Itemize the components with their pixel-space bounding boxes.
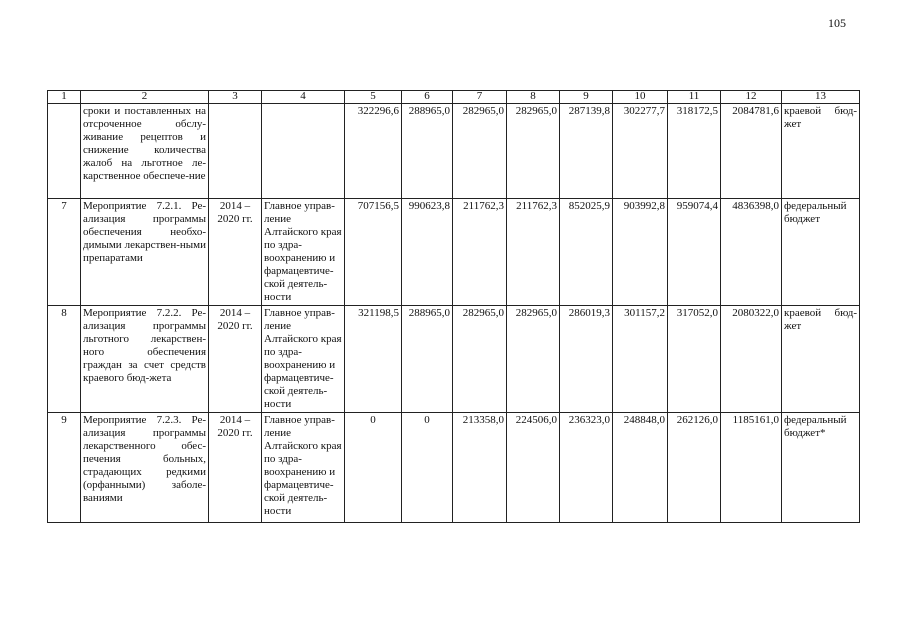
value-cell: 282965,0 [453, 306, 507, 413]
table-row [48, 104, 860, 199]
value-cell: 282965,0 [453, 104, 507, 199]
period-cell [209, 104, 262, 199]
period-cell: 2014 – 2020 гг. [209, 199, 262, 306]
executor-cell: Главное управ-ление Алтайского края по здра-воохранению и фармацевтиче-ской деятель-ности [262, 413, 345, 523]
value-cell: 211762,3 [507, 199, 560, 306]
table-row [48, 199, 860, 306]
row-number: 7 [48, 199, 81, 306]
value-cell: 852025,9 [560, 199, 613, 306]
column-header: 8 [507, 91, 560, 104]
column-header: 5 [345, 91, 402, 104]
value-cell: 321198,5 [345, 306, 402, 413]
value-cell: 0 [345, 413, 402, 523]
funding-source: федеральный бюджет [782, 199, 860, 306]
value-cell: 302277,7 [613, 104, 668, 199]
value-cell: 248848,0 [613, 413, 668, 523]
value-cell: 288965,0 [402, 104, 453, 199]
period-cell: 2014 – 2020 гг. [209, 413, 262, 523]
value-cell: 287139,8 [560, 104, 613, 199]
column-header: 1 [48, 91, 81, 104]
value-cell: 286019,3 [560, 306, 613, 413]
value-cell: 318172,5 [668, 104, 721, 199]
executor-cell: Главное управ-ление Алтайского края по здра-воохранению и фармацевтиче-ской деятель-ности [262, 306, 345, 413]
value-cell: 282965,0 [507, 104, 560, 199]
column-header: 11 [668, 91, 721, 104]
value-cell: 2084781,6 [721, 104, 782, 199]
row-number: 8 [48, 306, 81, 413]
value-cell: 4836398,0 [721, 199, 782, 306]
column-header: 7 [453, 91, 507, 104]
value-cell: 224506,0 [507, 413, 560, 523]
table-row [48, 306, 860, 413]
column-header: 4 [262, 91, 345, 104]
value-cell: 322296,6 [345, 104, 402, 199]
value-cell: 1185161,0 [721, 413, 782, 523]
column-header: 2 [81, 91, 209, 104]
page-number: 105 [828, 16, 846, 30]
activity-name: Мероприятие 7.2.3. Ре-ализация программы лекарственного обес-печения больных, страдающих редкими (орфанными) заболе-ваниями [81, 413, 209, 523]
activity-name: Мероприятие 7.2.1. Ре-ализация программы обеспечения необхо-димыми лекарствен-ными препаратами [81, 199, 209, 306]
column-header: 12 [721, 91, 782, 104]
table-row [48, 413, 860, 523]
column-header: 6 [402, 91, 453, 104]
column-header: 3 [209, 91, 262, 104]
funding-source: федеральный бюджет* [782, 413, 860, 523]
row-number [48, 104, 81, 199]
value-cell: 0 [402, 413, 453, 523]
value-cell: 2080322,0 [721, 306, 782, 413]
value-cell: 282965,0 [507, 306, 560, 413]
column-header: 10 [613, 91, 668, 104]
value-cell: 288965,0 [402, 306, 453, 413]
value-cell: 236323,0 [560, 413, 613, 523]
funding-source: краевой бюд-жет [782, 104, 860, 199]
column-header: 13 [782, 91, 860, 104]
value-cell: 707156,5 [345, 199, 402, 306]
budget-table [47, 90, 860, 523]
value-cell: 301157,2 [613, 306, 668, 413]
funding-source: краевой бюд-жет [782, 306, 860, 413]
header-row [48, 91, 860, 104]
value-cell: 262126,0 [668, 413, 721, 523]
value-cell: 990623,8 [402, 199, 453, 306]
executor-cell: Главное управ-ление Алтайского края по здра-воохранению и фармацевтиче-ской деятель-ности [262, 199, 345, 306]
row-number: 9 [48, 413, 81, 523]
value-cell: 959074,4 [668, 199, 721, 306]
value-cell: 317052,0 [668, 306, 721, 413]
value-cell: 903992,8 [613, 199, 668, 306]
value-cell: 211762,3 [453, 199, 507, 306]
activity-name: сроки и поставленных на отсроченное обслу-живание рецептов и снижение количества жалоб на льготное ле-карственное обеспече-ние [81, 104, 209, 199]
activity-name: Мероприятие 7.2.2. Ре-ализация программы льготного лекарствен-ного обеспечения граждан за счет средств краевого бюд-жета [81, 306, 209, 413]
value-cell: 213358,0 [453, 413, 507, 523]
column-header: 9 [560, 91, 613, 104]
period-cell: 2014 – 2020 гг. [209, 306, 262, 413]
executor-cell [262, 104, 345, 199]
